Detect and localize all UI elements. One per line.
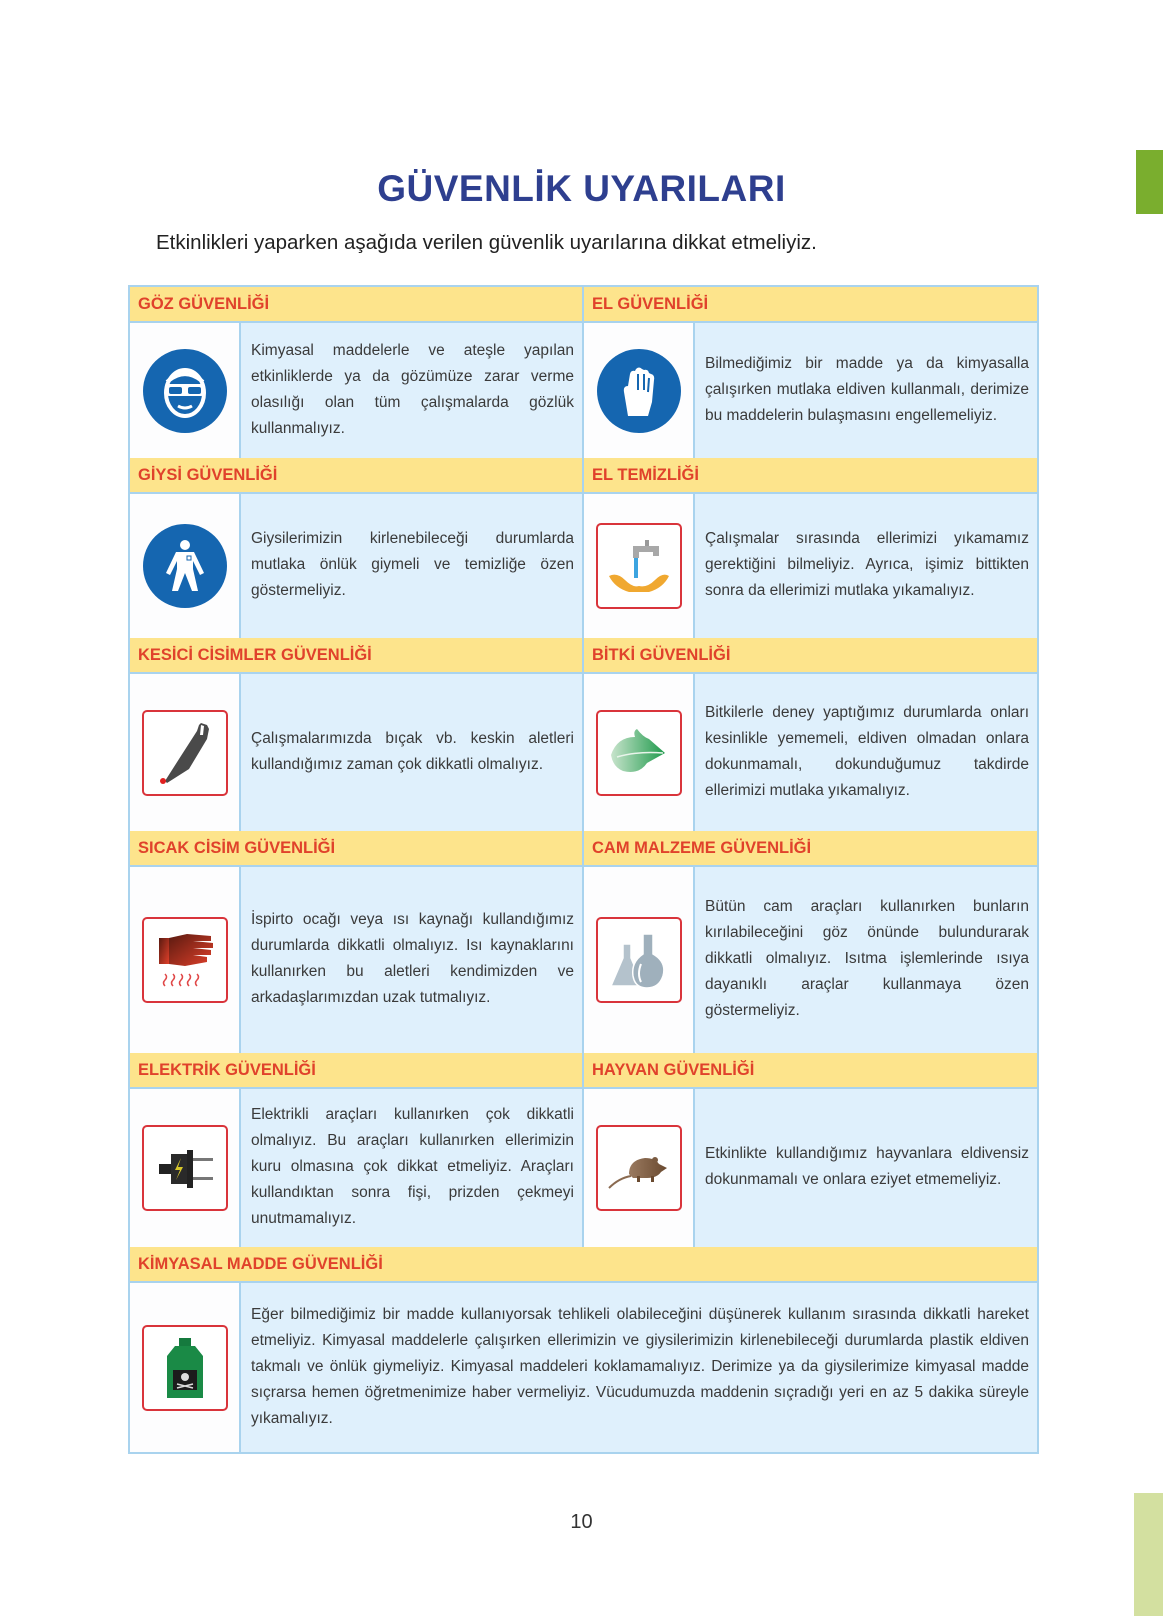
section-title: GİYSİ GÜVENLİĞİ xyxy=(130,458,582,494)
section-title: EL GÜVENLİĞİ xyxy=(584,287,1037,323)
section-title: EL TEMİZLİĞİ xyxy=(584,458,1037,494)
section-text: Bilmediğimiz bir madde ya da kimyasalla çalışırken mutlaka eldiven kullanmalı, derimize bu maddelerin bulaşmasını engellemeliyiz. xyxy=(705,354,1029,424)
lab-coat-icon xyxy=(143,524,227,608)
section-text: Çalışmalar sırasında ellerimizi yıkamamız gerektiğini bilmeliyiz. Ayrıca, işimiz bittikten sonra da ellerimizi mutlaka yıkamalıyız. xyxy=(705,530,1029,599)
page-number: 10 xyxy=(570,1511,593,1533)
glass-flasks-icon xyxy=(596,917,682,1003)
section-text: Elektrikli araçları kullanırken çok dikkatli olmalıyız. Bu araçları kullanırken ellerimizin kuru olmasına çok dikkat etmeliyiz. Araçları kullandıktan sonra fişi, prizden çekmeyi unutmamalıyız. xyxy=(251,1106,574,1227)
section-chemical-safety xyxy=(130,1247,1037,1452)
section-text: İspirto ocağı veya ısı kaynağı kullandığımız durumlarda dikkatli olmalıyız. Isı kaynaklarını kullanırken bu aletleri kendimizden ve arkadaşlarımızdan uzak tutmalıyız. xyxy=(251,911,574,1006)
section-text: Etkinlikte kullandığımız hayvanlara eldivensiz dokunmamalı ve onlara eziyet etmemeliyiz. xyxy=(705,1145,1029,1188)
section-plant-safety xyxy=(584,638,1037,831)
electric-plug-icon xyxy=(142,1125,228,1211)
section-electrical-safety xyxy=(130,1053,582,1247)
section-hand-hygiene xyxy=(584,458,1037,638)
section-clothing-safety xyxy=(130,458,582,638)
section-eye-safety xyxy=(130,287,582,458)
section-text: Kimyasal maddelerle ve ateşle yapılan etkinliklerde ya da gözümüze zarar verme olasılığı olan tüm çalışmalarda gözlük kullanmalıyız. xyxy=(251,341,574,437)
section-animal-safety xyxy=(584,1053,1037,1247)
section-title: KİMYASAL MADDE GÜVENLİĞİ xyxy=(130,1247,1037,1283)
intro-text: Etkinlikleri yaparken aşağıda verilen güvenlik uyarılarına dikkat etmeliyiz. xyxy=(156,231,817,254)
page-title: GÜVENLİK UYARILARI xyxy=(377,168,786,209)
section-title: SICAK CİSİM GÜVENLİĞİ xyxy=(130,831,582,867)
section-glassware-safety xyxy=(584,831,1037,1053)
leaf-icon xyxy=(596,710,682,796)
section-text: Çalışmalarımızda bıçak vb. keskin aletleri kullandığımız zaman çok dikkatli olmalıyız. xyxy=(251,729,574,773)
section-title: KESİCİ CİSİMLER GÜVENLİĞİ xyxy=(130,638,582,674)
hand-washing-icon xyxy=(596,523,682,609)
section-title: ELEKTRİK GÜVENLİĞİ xyxy=(130,1053,582,1089)
section-title: BİTKİ GÜVENLİĞİ xyxy=(584,638,1037,674)
section-title: HAYVAN GÜVENLİĞİ xyxy=(584,1053,1037,1089)
section-hand-safety xyxy=(584,287,1037,458)
gloves-icon xyxy=(597,349,681,433)
sharp-object-icon xyxy=(142,710,228,796)
section-title: GÖZ GÜVENLİĞİ xyxy=(130,287,582,323)
section-sharp-objects-safety xyxy=(130,638,582,831)
hot-surface-hand-icon xyxy=(142,917,228,1003)
poison-bottle-icon xyxy=(142,1325,228,1411)
safety-goggles-icon xyxy=(143,349,227,433)
section-title: CAM MALZEME GÜVENLİĞİ xyxy=(584,831,1037,867)
section-text: Bitkilerle deney yaptığımız durumlarda onları kesinlikle yememeli, eldiven olmadan onlara dokunmamalı, dokunduğumuz takdirde ellerimizi mutlaka yıkamalıyız. xyxy=(705,703,1029,799)
section-text: Giysilerimizin kirlenebileceği durumlarda mutlaka önlük giymeli ve temizliğe özen göstermeliyiz. xyxy=(251,530,574,599)
mouse-animal-icon xyxy=(596,1125,682,1211)
safety-table xyxy=(128,285,1039,1454)
section-text: Bütün cam araçları kullanırken bunların kırılabileceğini göz önünde bulundurarak dikkatli olmalıyız. Isıtma işlemlerinde ısıya dayanıklı araçlar kullanmaya özen göstermeliyiz. xyxy=(705,898,1029,1019)
section-text: Eğer bilmediğimiz bir madde kullanıyorsak tehlikeli olabileceğini düşünerek kullanım sırasında dikkatli hareket etmeliyiz. Kimyasal maddelerle çalışırken ellerimizin ve giysilerimizin kirlenebileceği durumlarda plastik eldiven takmalı ve önlük giymeliyiz. Kimyasal maddeleri koklamamalıyız. Derimize ya da giysilerimize kimyasal madde sıçrarsa hemen öğretmenimize haber vermeliyiz. Vücudumuzda maddenin sıçradığı yeri en az 5 dakika süreyle yıkamalıyız. xyxy=(251,1305,1029,1427)
section-hot-object-safety xyxy=(130,831,582,1053)
